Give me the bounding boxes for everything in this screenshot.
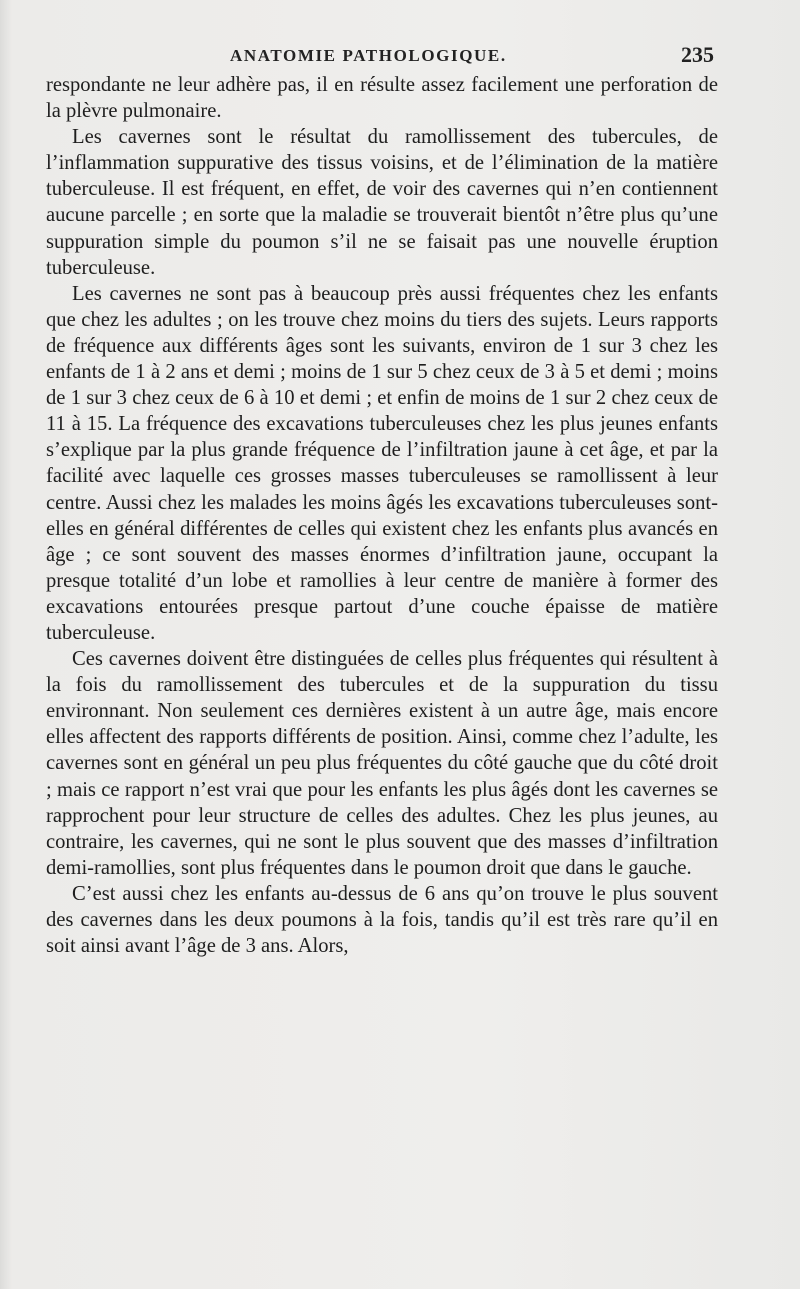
page-header — [46, 42, 718, 72]
paragraph: Les cavernes sont le résultat du ramollissement des tubercules, de l’inflammation suppurative des tissus voisins, et de l’élimination de la matière tuberculeuse. Il est fréquent, en effet, de voir des cavernes qui n’en contiennent aucune parcelle ; en sorte que la maladie se trouverait bientôt n’être plus qu’une suppuration simple du poumon s’il ne se faisait pas une nouvelle éruption tuberculeuse. — [46, 126, 718, 279]
paragraph: Ces cavernes doivent être distinguées de celles plus fréquentes qui résultent à la fois du ramollissement des tubercules et de la suppuration du tissu environnant. Non seulement ces dernières existent à un autre âge, mais encore elles affectent des rapports différents de position. Ainsi, comme chez l’adulte, les cavernes sont en général un peu plus fréquentes du côté gauche que du côté droit ; mais ce rapport n’est vrai que pour les enfants les plus âgés dont les cavernes se rapprochent pour leur structure de celles des adultes. Chez les plus jeunes, au contraire, les cavernes, qui ne sont le plus souvent que des masses d’infiltration demi-ramollies, sont plus fréquentes dans le poumon droit que dans le gauche. — [46, 648, 718, 879]
paragraph: Les cavernes ne sont pas à beaucoup près aussi fréquentes chez les enfants que chez les adultes ; on les trouve chez moins du tiers des sujets. Leurs rapports de fréquence aux différents âges sont les suivants, environ de 1 sur 3 chez les enfants de 1 à 2 ans et demi ; moins de 1 sur 5 chez ceux de 3 à 5 et demi ; moins de 1 sur 3 chez ceux de 6 à 10 et demi ; et enfin de moins de 1 sur 2 chez ceux de 11 à 15. La fréquence des excavations tuberculeuses chez les plus jeunes enfants s’explique par la plus grande fréquence de l’infiltration jaune à cet âge, et par la facilité avec laquelle ces grosses masses tuberculeuses se ramollissent à leur centre. Aussi chez les malades les moins âgés les excavations tuberculeuses sont-elles en général différentes de celles qui existent chez les enfants plus avancés en âge ; ce sont souvent des masses énormes d’infiltration jaune, occupant la presque totalité d’un lobe et ramollies à leur centre de manière à former des excavations entourées presque partout d’une couche épaisse de matière tuberculeuse. — [46, 282, 718, 644]
paragraph: C’est aussi chez les enfants au-dessus de 6 ans qu’on trouve le plus souvent des cavernes dans les deux poumons à la fois, tandis qu’il est très rare qu’il en soit ainsi avant l’âge de 3 ans. Alors, — [46, 882, 718, 958]
body-text — [46, 72, 718, 959]
paragraph: respondante ne leur adhère pas, il en résulte assez facilement une perforation de la plèvre pulmonaire. — [46, 74, 718, 123]
page-number: 235 — [681, 42, 714, 67]
running-title: ANATOMIE PATHOLOGIQUE. — [230, 46, 507, 65]
